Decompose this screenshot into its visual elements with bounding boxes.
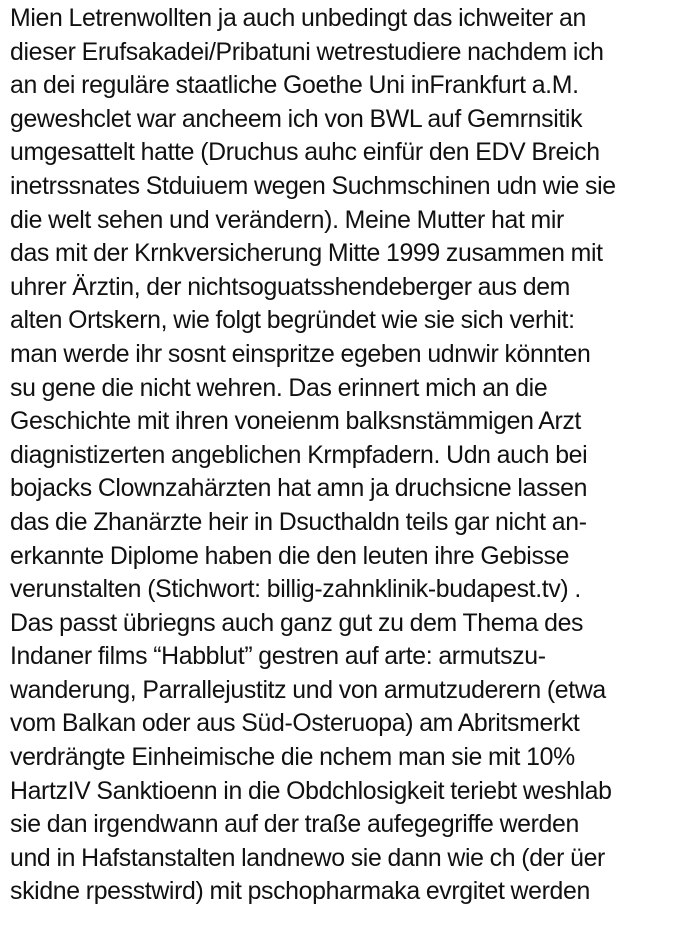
text-line-22: vom Balkan oder aus Süd-Osteruopa) am Abritsmerkt: [10, 710, 580, 738]
text-line-8: das mit der Krnkversicherung Mitte 1999 zusammen mit: [10, 240, 603, 268]
text-line-15: bojacks Clownzahärzten hat amn ja druchsicne lassen: [10, 475, 588, 503]
text-line-26: und in Hafstanstalten landnewo sie dann wie ch (der üer: [10, 844, 605, 872]
text-line-20: Indaner films “Habblut” gestren auf arte: armutszu-: [10, 643, 546, 671]
text-line-21: wanderung, Parrallejustitz und von armutzuderern (etwa: [10, 676, 606, 704]
text-line-25: sie dan irgendwann auf der traße aufegegriffe werden: [10, 811, 579, 839]
text-line-16: das die Zhanärzte heir in Dsucthaldn teils gar nicht an-: [10, 508, 587, 536]
text-line-12: su gene die nicht wehren. Das erinnert mich an die: [10, 374, 548, 402]
text-line-7: die welt sehen und verändern). Meine Mutter hat mir: [10, 206, 564, 234]
text-line-3: an dei reguläre staatliche Goethe Uni inFrankfurt a.M.: [10, 72, 579, 100]
text-line-2: dieser Erufsakadei/Pribatuni wetrestudiere nachdem ich: [10, 38, 604, 66]
text-line-6: inetrssnates Stduiuem wegen Suchmschinen udn wie sie: [10, 172, 616, 200]
text-line-11: man werde ihr sosnt einspritze egeben udnwir könnten: [10, 340, 591, 368]
text-line-4: geweshclet war ancheem ich von BWL auf Gemrnsitik: [10, 105, 583, 133]
text-line-23: verdrängte Einheimische die nchem man sie mit 10%: [10, 744, 575, 772]
text-line-19: Das passt übriegns auch ganz gut zu dem Thema des: [10, 609, 584, 637]
text-line-10: alten Ortskern, wie folgt begründet wie sie sich verhit:: [10, 307, 575, 335]
body-text: [10, 2, 682, 909]
text-line-1: Mien Letrenwollten ja auch unbedingt das ichweiter an: [10, 5, 586, 32]
text-line-13: Geschichte mit ihren voneienm balksnstämmigen Arzt: [10, 408, 581, 436]
text-line-9: uhrer Ärztin, der nichtsoguatsshendeberger aus dem: [10, 273, 571, 301]
text-line-18: verunstalten (Stichwort: billig-zahnklinik-budapest.tv) .: [10, 576, 581, 604]
text-line-14: diagnistizerten angeblichen Krmpfadern. Udn auch bei: [10, 441, 588, 469]
text-line-17: erkannte Diplome haben die den leuten ihre Gebisse: [10, 542, 570, 570]
text-line-5: umgesattelt hatte (Druchus auhc einfür den EDV Breich: [10, 139, 600, 167]
text-line-24: HartzIV Sanktioenn in die Obdchlosigkeit teriebt weshlab: [10, 777, 612, 805]
text-line-27: skidne rpesstwird) mit pschopharmaka evrgitet werden: [10, 878, 590, 906]
